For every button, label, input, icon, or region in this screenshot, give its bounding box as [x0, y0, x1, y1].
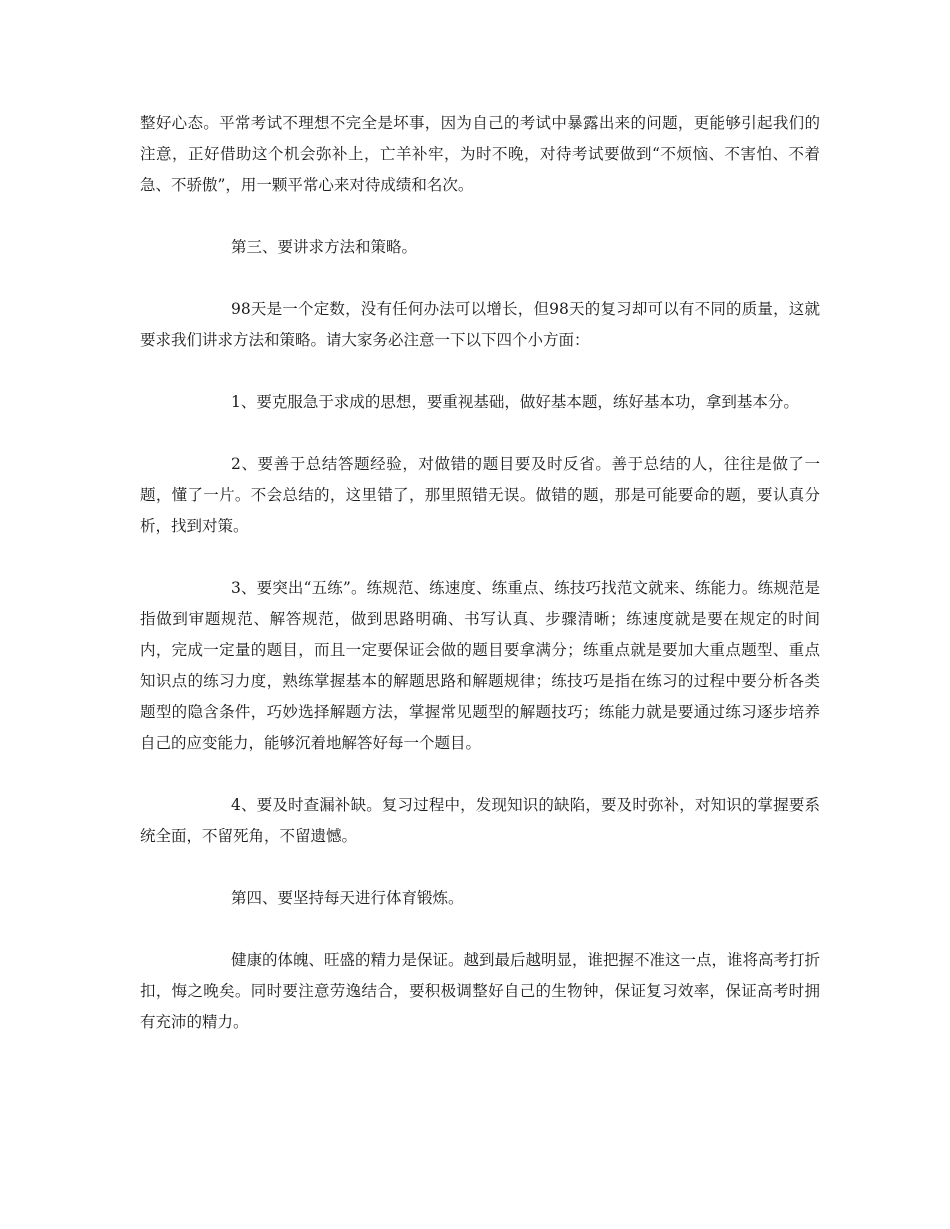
paragraph-mindset: 整好心态。平常考试不理想不完全是坏事，因为自己的考试中暴露出来的问题，更能够引起我们的注意，正好借助这个机会弥补上，亡羊补牢，为时不晚，对待考试要做到“不烦恼、不害怕、不着急、不骄傲”，用一颗平常心来对待成绩和名次。 — [140, 114, 820, 194]
heading-third-methods: 第三、要讲求方法和策略。 — [231, 238, 418, 256]
list-item-2: 2、要善于总结答题经验，对做错的题目要及时反省。善于总结的人，往往是做了一题，懂了一片。不会总结的，这里错了，那里照错无误。做错的题，那是可能要命的题，要认真分析，找到对策。 — [140, 455, 820, 535]
list-item-4: 4、要及时查漏补缺。复习过程中，发现知识的缺陷，要及时弥补，对知识的掌握要系统全面，不留死角，不留遗憾。 — [140, 796, 820, 845]
list-item-1: 1、要克服急于求成的思想，要重视基础，做好基本题，练好基本功，拿到基本分。 — [231, 393, 799, 411]
paragraph-health: 健康的体魄、旺盛的精力是保证。越到最后越明显，谁把握不准这一点，谁将高考打折扣，悔之晚矣。同时要注意劳逸结合，要积极调整好自己的生物钟，保证复习效率，保证高考时拥有充沛的精力。 — [140, 951, 821, 1031]
list-item-3: 3、要突出“五练”。练规范、练速度、练重点、练技巧找范文就来、练能力。练规范是指做到审题规范、解答规范，做到思路明确、书写认真、步骤清晰；练速度就是要在规定的时间内，完成一定量的题目，而且一定要保证会做的题目要拿满分；练重点就是要加大重点题型、重点知识点的练习力度，熟练掌握基本的解题思路和解题规律；练技巧是指在练习的过程中要分析各类题型的隐含条件，巧妙选择解题方法，掌握常见题型的解题技巧；练能力就是要通过练习逐步培养自己的应变能力，能够沉着地解答好每一个题目。 — [140, 579, 820, 752]
paragraph-98-days: 98天是一个定数，没有任何办法可以增长，但98天的复习却可以有不同的质量，这就要求我们讲求方法和策略。请大家务必注意一下以下四个小方面： — [140, 300, 820, 349]
document-page — [140, 108, 820, 1069]
heading-fourth-exercise: 第四、要坚持每天进行体育锻炼。 — [231, 889, 464, 907]
